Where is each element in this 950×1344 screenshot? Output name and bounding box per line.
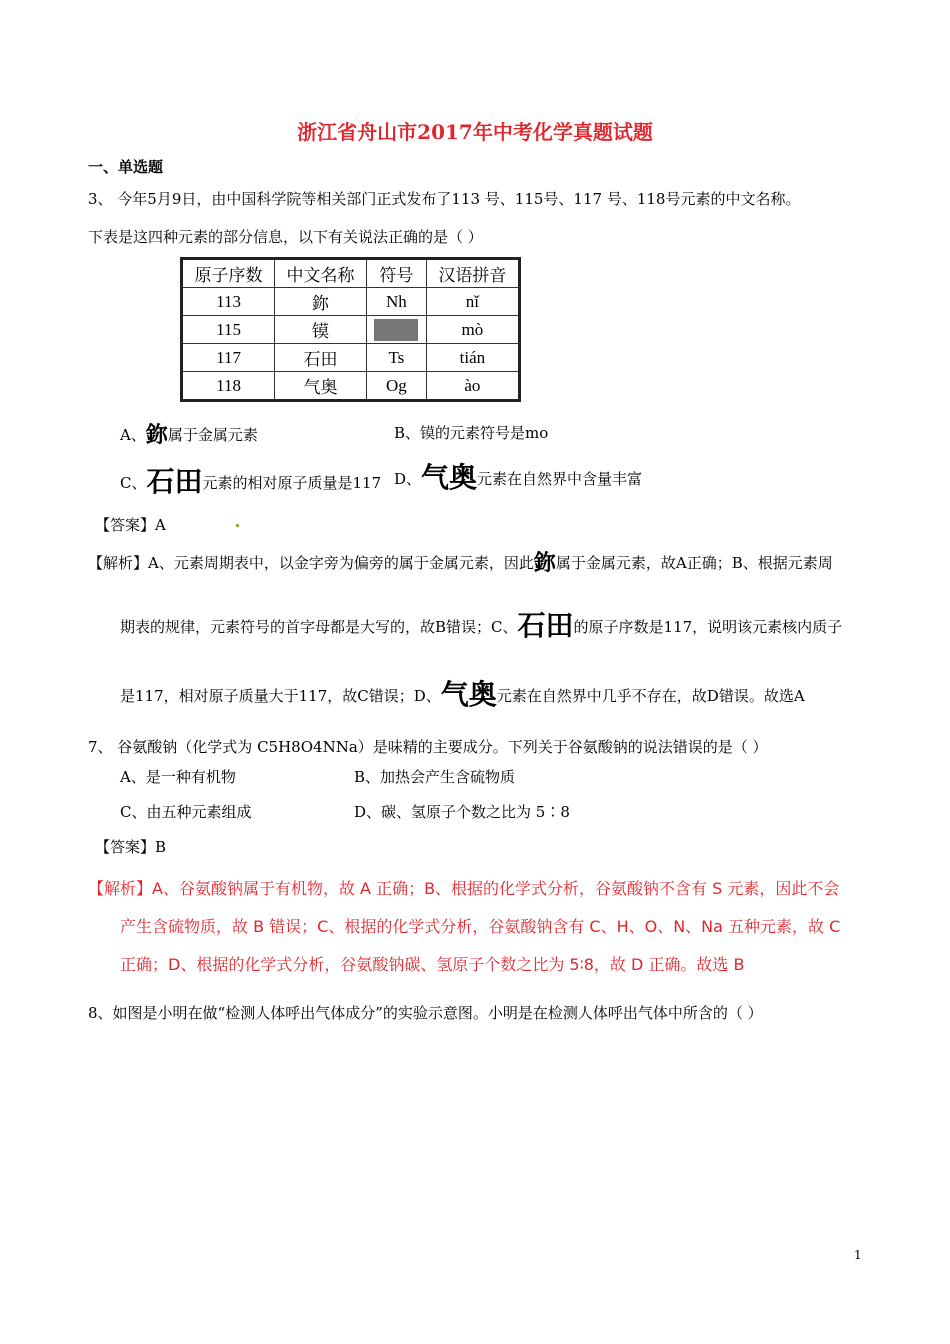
q3-line1: 3、 今年5月9日，由中国科学院等相关部门正式发布了113 号、115号、117 号、118号元素的中文名称。 [88,190,801,208]
q7-option-c: C、由五种元素组成 [120,803,252,821]
q7-answer: 【答案】B [95,838,167,856]
option-label: C、 [120,474,147,492]
element-char-image: 石田 [146,465,203,498]
q3-analysis-line2 [120,604,842,644]
q3-option-d [394,456,642,496]
table-row [182,344,520,372]
q7-analysis-line3: 正确；D、根据的化学式分析，谷氨酸钠碳、氢原子个数之比为 5∶8，故 D 正确。故选 B [120,955,745,974]
element-char-image: 气奥 [421,461,478,494]
q3-option-c [120,460,381,500]
option-text: 元素在自然界中含量丰富 [477,470,643,488]
table-header: 中文名称 [275,259,367,288]
option-label: D、 [394,470,422,488]
table-cell: tián [426,344,519,372]
q7-option-d: D、碳、氢原子个数之比为 5∶8 [354,803,570,821]
q3-option-b: B、镆的元素符号是mo [394,424,549,442]
table-row [182,288,520,316]
element-table [180,257,521,402]
element-char-image: 石田 [517,609,574,642]
element-char-image: 气奥 [440,678,497,711]
table-header: 原子序数 [182,259,275,288]
table-cell: ào [426,372,519,401]
table-cell: 115 [182,316,275,344]
table-cell: 113 [182,288,275,316]
section-heading: 一、单选题 [88,158,164,176]
q3-analysis-line3 [120,673,805,713]
q7-line1: 7、 谷氨酸钠（化学式为 C5H8O4NNa）是味精的主要成分。下列关于谷氨酸钠的说法错误的是（ ） [88,738,768,756]
option-label: A、 [120,426,146,444]
table-cell: 鉨 [275,288,367,316]
hidden-symbol-cell [366,316,426,344]
option-text: 元素的相对原子质量是117 [202,474,382,492]
analysis-text: 【解析】A、元素周期表中，以金字旁为偏旁的属于金属元素，因此 [88,554,534,572]
table-header: 符号 [366,259,426,288]
q3-analysis-line1 [88,546,833,577]
element-char-image: 鉨 [145,423,168,448]
analysis-text: 期表的规律，元素符号的首字母都是大写的，故B错误；C、 [120,618,518,636]
table-cell: 118 [182,372,275,401]
q3-option-a [120,418,258,449]
analysis-text: 的原子序数是117，说明该元素核内质子 [573,618,843,636]
table-row [182,372,520,401]
q7-analysis-line2: 产生含硫物质，故 B 错误；C、根据的化学式分析，谷氨酸钠含有 C、H、O、N、Na 五种元素，故 C [120,917,841,936]
table-cell: Nh [366,288,426,316]
q7-option-a: A、是一种有机物 [120,768,236,786]
element-char-image: 鉨 [533,551,556,576]
q7-analysis-line1: 【解析】A、谷氨酸钠属于有机物，故 A 正确；B、根据的化学式分析，谷氨酸钠不含有 S 元素，因此不会 [88,879,840,898]
page-title: 浙江省舟山市2017年中考化学真题试题 [297,120,653,144]
stray-mark [236,524,239,527]
table-header: 汉语拼音 [426,259,519,288]
q3-answer: 【答案】A [95,516,166,534]
q7-option-b: B、加热会产生含硫物质 [354,768,516,786]
gray-mask [374,319,418,341]
page-number: 1 [854,1248,862,1262]
table-header-row [182,259,520,288]
table-cell: 石田 [275,344,367,372]
option-text: 属于金属元素 [167,426,258,444]
table-row [182,316,520,344]
table-cell: Ts [366,344,426,372]
table-cell: Og [366,372,426,401]
analysis-text: 属于金属元素，故A正确；B、根据元素周 [555,554,833,572]
table-cell: nǐ [426,288,519,316]
table-cell: mò [426,316,519,344]
q8-line1: 8、如图是小明在做“检测人体呼出气体成分”的实验示意图。小明是在检测人体呼出气体中所含的（ ） [88,1004,763,1022]
table-cell: 气奥 [275,372,367,401]
table-cell: 117 [182,344,275,372]
q3-line2: 下表是这四种元素的部分信息，以下有关说法正确的是（ ） [88,228,483,246]
analysis-text: 元素在自然界中几乎不存在，故D错误。故选A [496,687,805,705]
analysis-text: 是117，相对原子质量大于117，故C错误；D、 [120,687,441,705]
table-cell: 镆 [275,316,367,344]
